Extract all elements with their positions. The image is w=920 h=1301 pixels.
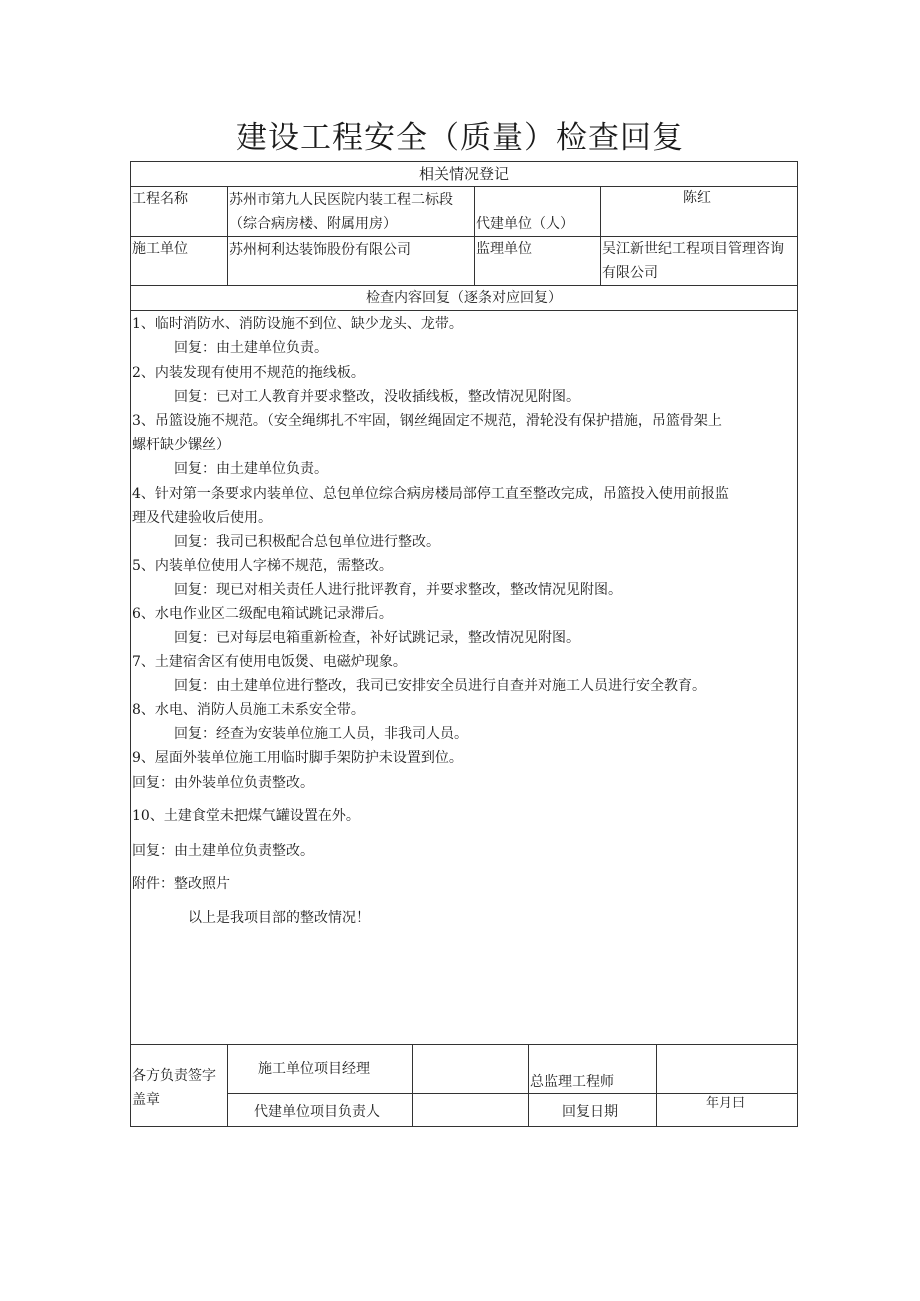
rule [600, 186, 601, 285]
content-line: 回复：由土建单位负责。 [174, 340, 328, 356]
content-line: 回复：由土建单位负责。 [174, 461, 328, 477]
rule [656, 1044, 657, 1126]
reply-date-label: 回复日期 [562, 1104, 618, 1120]
content-line: 回复：由土建单位负责整改。 [132, 843, 314, 859]
section-reply: 检查内容回复（逐条对应回复） [366, 290, 562, 306]
supervisor-value: 吴江新世纪工程项目管理咨询有限公司 [602, 241, 784, 281]
agent-head-label: 代建单位项目负责人 [254, 1104, 380, 1120]
rule [130, 310, 798, 311]
content-line: 6、水电作业区二级配电箱试跳记录滞后。 [132, 606, 393, 622]
pm-label: 施工单位项目经理 [258, 1061, 370, 1077]
section-register: 相关情况登记 [418, 165, 509, 183]
content-line: 回复：由土建单位进行整改，我司已安排安全员进行自查并对施工人员进行安全教育。 [174, 678, 706, 694]
rule [412, 1044, 413, 1126]
agent-value: 陈红 [683, 190, 711, 206]
rule [227, 186, 228, 285]
content-line: 回复：由外装单位负责整改。 [132, 775, 314, 791]
content-line: 回复：经查为安装单位施工人员，非我司人员。 [174, 726, 468, 742]
date-placeholder: 年月曰 [706, 1096, 746, 1111]
project-name-value: 苏州市第九人民医院内装工程二标段（综合病房楼、附属用房） [229, 192, 453, 232]
supervisor-label: 监理单位 [476, 241, 532, 257]
content-line: 回复：现已对相关责任人进行批评教育，并要求整改，整改情况见附图。 [174, 582, 622, 598]
content-line: 2、内装发现有使用不规范的拖线板。 [132, 365, 365, 381]
content-line: 9、屋面外装单位施工用临时脚手架防护未设置到位。 [132, 750, 463, 766]
content-line: 8、水电、消防人员施工未系安全带。 [132, 702, 365, 718]
content-line: 1、临时消防水、消防设施不到位、缺少龙头、龙带。 [132, 316, 463, 332]
content-line: 7、土建宿舍区有使用电饭煲、电磁炉现象。 [132, 654, 407, 670]
project-name-label: 工程名称 [132, 191, 188, 207]
content-line: 以上是我项目部的整改情况！ [188, 910, 370, 926]
builder-value: 苏州柯利达装饰股份有限公司 [229, 242, 411, 258]
content-line: 4、针对第一条要求内装单位、总包单位综合病房楼局部停工直至整改完成，吊篮投入使用前报监 [132, 486, 729, 502]
content-line: 10、土建食堂未把煤气罐设置在外。 [132, 808, 360, 824]
builder-label: 施工单位 [132, 241, 188, 257]
content-line: 理及代建验收后使用。 [132, 510, 272, 526]
content-line: 3、吊篮设施不规范。（安全绳绑扎不牢固，钢丝绳固定不规范，滑轮没有保护措施，吊篮骨架上 [132, 413, 722, 429]
content-line: 回复：已对工人教育并要求整改，没收插线板，整改情况见附图。 [174, 389, 580, 405]
rule [528, 1044, 529, 1126]
chief-label: 总监理工程师 [530, 1074, 614, 1090]
content-line: 5、内装单位使用人字梯不规范，需整改。 [132, 558, 393, 574]
agent-label: 代建单位（人） [476, 216, 574, 232]
content-line: 附件：整改照片 [132, 876, 230, 892]
sign-label: 各方负责签字盖章 [132, 1068, 216, 1108]
page-title: 建设工程安全（质量）检查回复 [236, 120, 684, 156]
rule [130, 1044, 798, 1045]
rule [474, 186, 475, 285]
content-line: 螺杆缺少镙丝） [132, 437, 230, 453]
content-line: 回复：我司已积极配合总包单位进行整改。 [174, 534, 440, 550]
content-line: 回复：已对每层电箱重新检查，补好试跳记录，整改情况见附图。 [174, 630, 580, 646]
